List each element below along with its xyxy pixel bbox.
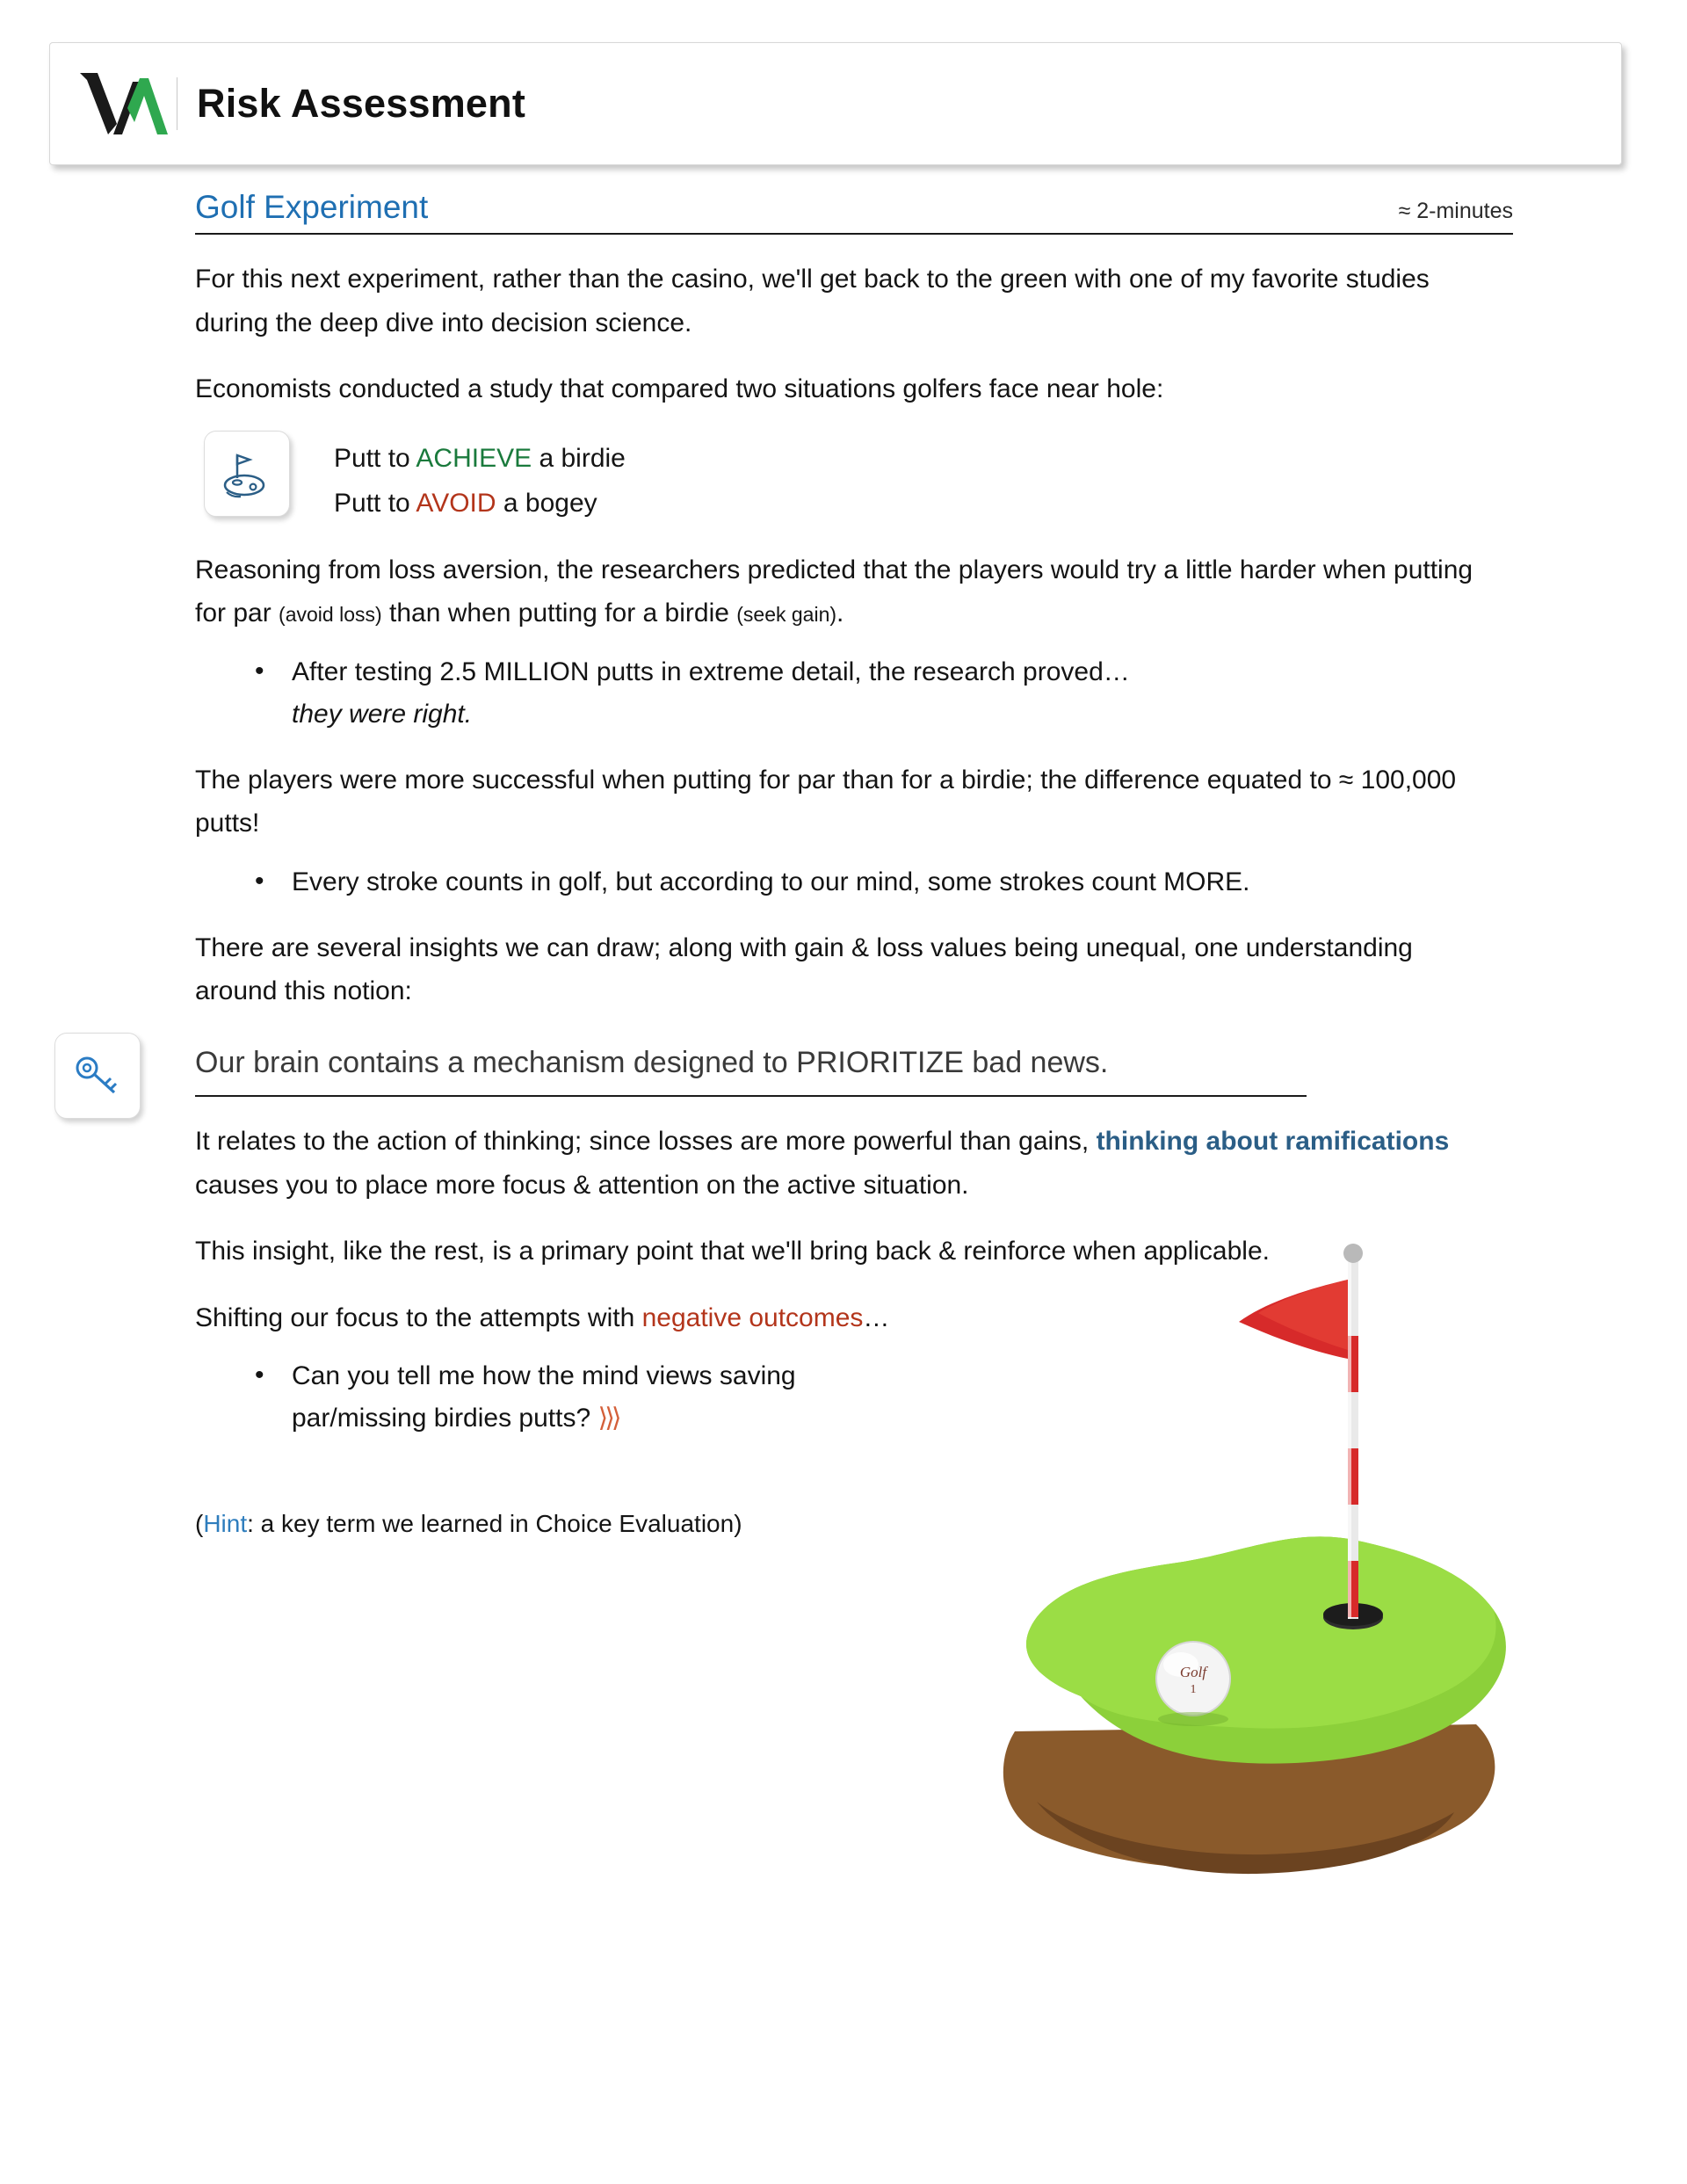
choice-achieve-pre: Putt to	[334, 443, 416, 473]
page-title: Risk Assessment	[197, 81, 526, 126]
section-time-estimate: ≈ 2-minutes	[1398, 199, 1513, 223]
choice-avoid	[334, 481, 626, 526]
golf-choice-block	[195, 431, 1531, 526]
paragraph-insights: There are several insights we can draw; along with gain & loss values being unequal, one understanding around this notion:	[195, 932, 1413, 1005]
key-insight-callout	[195, 1043, 1320, 1098]
page-header	[49, 42, 1622, 165]
golf-choice-lines	[334, 431, 626, 526]
choice-avoid-pre: Putt to	[334, 488, 416, 518]
question-line1: Can you tell me how the mind views saving	[292, 1361, 796, 1391]
paragraph-results: The players were more successful when putting for par than for a birdie; the difference equated to ≈ 100,000 putts!	[195, 765, 1457, 838]
svg-text:1: 1	[1190, 1683, 1197, 1696]
key-insight-text: Our brain contains a mechanism designed to PRIORITIZE bad news.	[195, 1043, 1307, 1098]
paragraph-thinking	[195, 1120, 1487, 1207]
thinking-highlight: thinking about ramifications	[1096, 1127, 1450, 1157]
bullet-research-main: After testing 2.5 MILLION putts in extreme detail, the research proved…	[292, 657, 1130, 686]
question-line2: par/missing birdies putts?	[292, 1404, 591, 1433]
section-title: Golf Experiment	[195, 189, 429, 225]
thinking-part2: causes you to place more focus & attention on the active situation.	[195, 1170, 969, 1200]
loss-aversion-note-gain: (seek gain)	[736, 603, 837, 626]
bullet-research-sub: they were right.	[292, 699, 473, 729]
va-logo	[76, 64, 171, 143]
paragraph-intro: For this next experiment, rather than the casino, we'll get back to the green with one of my favorite studies during the deep dive into decision science.	[195, 265, 1430, 337]
choice-avoid-post: a bogey	[496, 488, 597, 518]
choice-achieve-post: a birdie	[532, 443, 626, 473]
loss-aversion-part2: than when putting for a birdie	[381, 599, 737, 628]
loss-aversion-note-avoid: (avoid loss)	[279, 603, 382, 626]
key-icon	[54, 1033, 141, 1119]
golf-hole-icon	[204, 431, 290, 517]
chevrons-icon: ⟩⟩⟩	[597, 1404, 619, 1433]
shift-part2: …	[863, 1302, 890, 1332]
loss-aversion-part3: .	[836, 599, 844, 628]
loss-aversion-part1: Reasoning from loss aversion, the researchers predicted that the players would try a little harder when putting for par	[195, 555, 1473, 628]
paragraph-loss-aversion	[195, 548, 1487, 635]
list-item	[292, 1355, 986, 1440]
shift-negative-outcomes: negative outcomes	[641, 1302, 864, 1332]
list-item: • Every stroke counts in golf, but according to our mind, some strokes count MORE.	[292, 861, 1504, 903]
golf-green-illustration	[975, 1204, 1538, 1942]
hint-rest: : a key term we learned in Choice Evaluation)	[247, 1510, 742, 1538]
paragraph-study: Economists conducted a study that compared two situations golfers face near hole:	[195, 374, 1164, 403]
list-item	[292, 651, 1504, 736]
bullet-list-research	[195, 651, 1531, 736]
choice-avoid-keyword: AVOID	[416, 488, 496, 518]
section-header	[195, 189, 1513, 235]
hint-open: (	[195, 1510, 204, 1538]
paragraph-reinforce: This insight, like the rest, is a primary point that we'll bring back & reinforce when applicable.	[195, 1237, 1270, 1266]
bullet-list-strokes	[195, 861, 1531, 903]
choice-achieve	[334, 436, 626, 481]
thinking-part1: It relates to the action of thinking; since losses are more powerful than gains,	[195, 1127, 1097, 1157]
hint-word: Hint	[203, 1510, 248, 1538]
svg-text:Golf: Golf	[1179, 1664, 1207, 1680]
choice-achieve-keyword: ACHIEVE	[416, 443, 532, 473]
shift-part1: Shifting our focus to the attempts with	[195, 1302, 642, 1332]
